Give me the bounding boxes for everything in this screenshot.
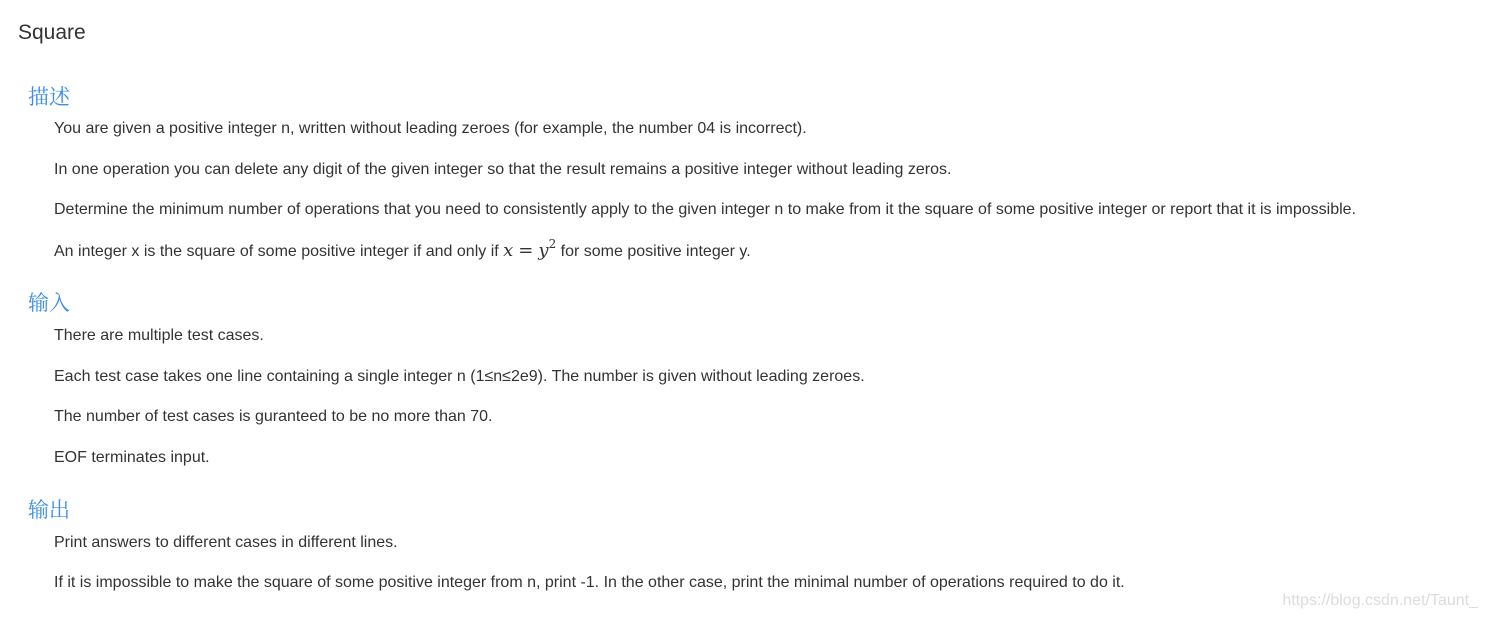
output-paragraph-2: If it is impossible to make the square of some positive integer from n, print -1. In the other case, print the minimal number of operations required to do it. bbox=[54, 574, 1125, 591]
output-paragraph-1: Print answers to different cases in different lines. bbox=[54, 534, 398, 551]
math-rhs: y bbox=[538, 240, 549, 261]
input-paragraph-4: EOF terminates input. bbox=[54, 449, 210, 466]
description-heading: 描述 bbox=[28, 85, 70, 109]
input-paragraph-1: There are multiple test cases. bbox=[54, 327, 264, 344]
math-exponent: 2 bbox=[548, 237, 557, 251]
description-paragraph-4-text-after: for some positive integer y. bbox=[556, 243, 751, 260]
input-heading: 输入 bbox=[28, 291, 70, 315]
math-formula bbox=[503, 237, 557, 261]
description-paragraph-3: Determine the minimum number of operations that you need to consistently apply to the given integer n to make from it the square of some positive integer or report that it is impossible. bbox=[54, 201, 1356, 218]
math-operator: = bbox=[518, 240, 534, 261]
description-paragraph-1: You are given a positive integer n, written without leading zeroes (for example, the number 04 is incorrect). bbox=[54, 120, 807, 137]
input-paragraph-2: Each test case takes one line containing a single integer n (1≤n≤2e9). The number is given without leading zeroes. bbox=[54, 368, 865, 385]
watermark: https://blog.csdn.net/Taunt_ bbox=[1282, 592, 1478, 609]
description-paragraph-4 bbox=[54, 237, 751, 262]
description-paragraph-4-text-before: An integer x is the square of some positive integer if and only if bbox=[54, 243, 504, 260]
output-heading: 输出 bbox=[28, 498, 70, 522]
description-paragraph-2: In one operation you can delete any digit of the given integer so that the result remains a positive integer without leading zeros. bbox=[54, 161, 952, 178]
input-paragraph-3: The number of test cases is guranteed to be no more than 70. bbox=[54, 408, 493, 425]
page-title: Square bbox=[18, 21, 86, 44]
math-lhs: x bbox=[503, 240, 514, 261]
